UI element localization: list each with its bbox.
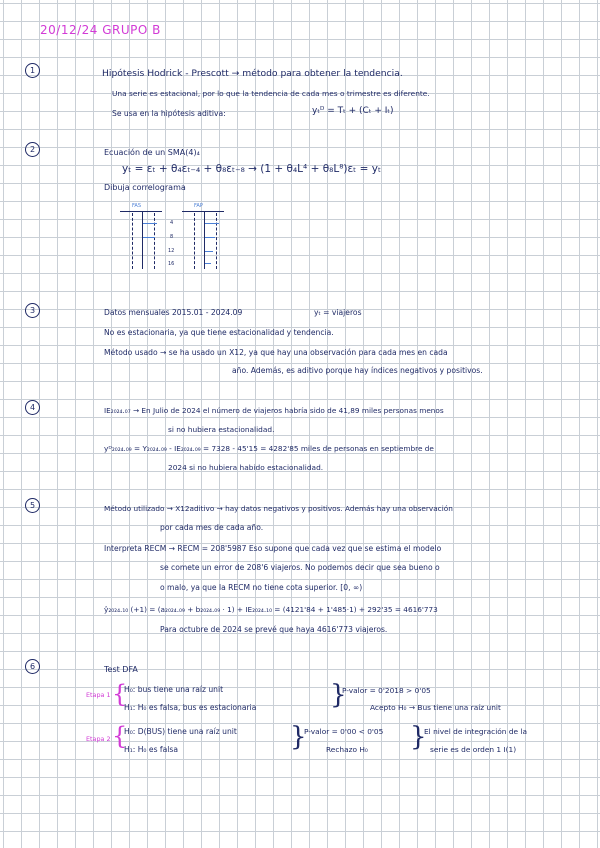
etapa-1-result-brace: } [330, 680, 347, 710]
q4-line2: si no hubiera estacionalidad. [168, 425, 275, 434]
q6-concl1: El nivel de integración de la [424, 727, 528, 736]
pacf-bar-12 [205, 251, 213, 252]
q6-h1-2: H₁: H₀ es falsa [124, 745, 178, 754]
acf-axis [142, 211, 143, 269]
q6-res1a: P-valor = 0'2018 > 0'05 [342, 686, 431, 695]
q2-formula: yₜ = εₜ + θ₄εₜ₋₄ + θ₈εₜ₋₈ → (1 + θ₄L⁴ + θ₈L⁸)εₜ = yₜ [122, 163, 382, 175]
q6-res2a: P-valor = 0'00 < 0'05 [304, 727, 384, 736]
etapa-1-label: Etapa 1 [86, 691, 111, 699]
lag-4: 4 [170, 220, 174, 226]
question-number-3: 3 [25, 303, 40, 318]
q5-line3: Interpreta RECM → RECM = 208'5987 Eso supone que cada vez que se estima el modelo [104, 544, 442, 553]
q6-concl2: serie es de orden 1 I(1) [430, 745, 517, 754]
q5-line5: o malo, ya que la RECM no tiene cota superior. [0, ∞) [160, 583, 363, 592]
q3-line1b: yₜ = viajeros [314, 308, 362, 317]
pacf-bar-8 [205, 237, 215, 238]
pacf-bar-16 [205, 263, 211, 264]
q6-h1-1: H₁: H₀ es falsa, bus es estacionaria [124, 703, 257, 712]
q2-line2: Dibuja correlograma [104, 183, 186, 192]
pacf-bar-4 [205, 223, 219, 224]
pacf-band-right [216, 213, 218, 269]
question-number-6: 6 [25, 659, 40, 674]
question-number-4: 4 [25, 400, 40, 415]
q3-line2: No es estacionaria, ya que tiene estacionalidad y tendencia. [104, 328, 334, 337]
q1-line3: Se usa en la hipótesis aditiva: [112, 109, 226, 118]
q3-line3: Método usado → se ha usado un X12, ya que hay una observación para cada mes en cada [104, 348, 448, 357]
q3-line1: Datos mensuales 2015.01 - 2024.09 [104, 308, 243, 317]
q3-line4: año. Además, es aditivo porque hay índices negativos y positivos. [232, 366, 483, 375]
lag-16: 16 [168, 261, 175, 267]
q6-title: Test DFA [104, 665, 138, 674]
etapa-1-brace: { [112, 680, 128, 708]
lag-8: 8 [170, 234, 174, 240]
lag-12: 12 [168, 248, 175, 254]
conclusion-brace: } [410, 722, 427, 752]
q6-h0-1: H₀: bus tiene una raíz unit [124, 685, 224, 694]
q6-res2b: Rechazo H₀ [326, 745, 368, 754]
q1-line2: Una serie es estacional, por lo que la tendencia de cada mes o trimestre es diferente. [112, 89, 430, 98]
question-number-2: 2 [25, 142, 40, 157]
etapa-2-result-brace: } [290, 722, 307, 752]
acf-bar-8 [143, 237, 155, 238]
acf-band-left [132, 213, 134, 269]
q6-h0-2: H₀: D(BUS) tiene una raíz unit [124, 727, 237, 736]
pacf-band-left [194, 213, 196, 269]
q5-line2: por cada mes de cada año. [160, 523, 264, 532]
page-title: 20/12/24 GRUPO B [40, 23, 161, 37]
question-number-5: 5 [25, 498, 40, 513]
q5-line6: ŷ₂₀₂₄.₁₀ (+1) = (a₂₀₂₄.₀₉ + b₂₀₂₄.₀₉ · 1) + IE₂₀₂₄.₁₀ = (4121'84 + 1'485·1) + 292'35 = 4616'773 [104, 605, 438, 614]
q5-line4: se comete un error de 208'6 viajeros. No podemos decir que sea bueno o [160, 563, 440, 572]
q4-line1: IE₂₀₂₄.₀₇ → En Julio de 2024 el número de viajeros habría sido de 41,89 miles personas menos [104, 406, 444, 415]
q6-res1b: Acepto H₀ → Bus tiene una raíz unit [370, 703, 501, 712]
q2-line1: Ecuación de un SMA(4)₄ [104, 148, 200, 157]
question-number-1: 1 [25, 63, 40, 78]
etapa-2-brace: { [112, 722, 128, 750]
q5-line7: Para octubre de 2024 se prevé que haya 4616'773 viajeros. [160, 625, 388, 634]
fap-label: FAP [194, 203, 203, 209]
acf-bar-4 [143, 223, 157, 224]
pacf-axis [204, 211, 205, 269]
etapa-2-label: Etapa 2 [86, 735, 111, 743]
q1-formula: yₜᴰ = Tₜ + (Cₜ + Iₜ) [312, 106, 394, 116]
acf-band-right [154, 213, 156, 269]
correlogram [120, 203, 230, 273]
fas-label: FAS [132, 203, 142, 209]
q4-line3: yᴰ₂₀₂₄.₀₉ = Y₂₀₂₄.₀₉ - IE₂₀₂₄.₀₉ = 7328 - 45'15 = 4282'85 miles de personas en septiembre de [104, 444, 434, 453]
q1-line1: Hipótesis Hodrick - Prescott → método para obtener la tendencia. [102, 68, 403, 79]
q4-line4: 2024 si no hubiera habido estacionalidad. [168, 463, 324, 472]
q5-line1: Método utilizado → X12aditivo → hay datos negativos y positivos. Además hay una observación [104, 504, 453, 513]
